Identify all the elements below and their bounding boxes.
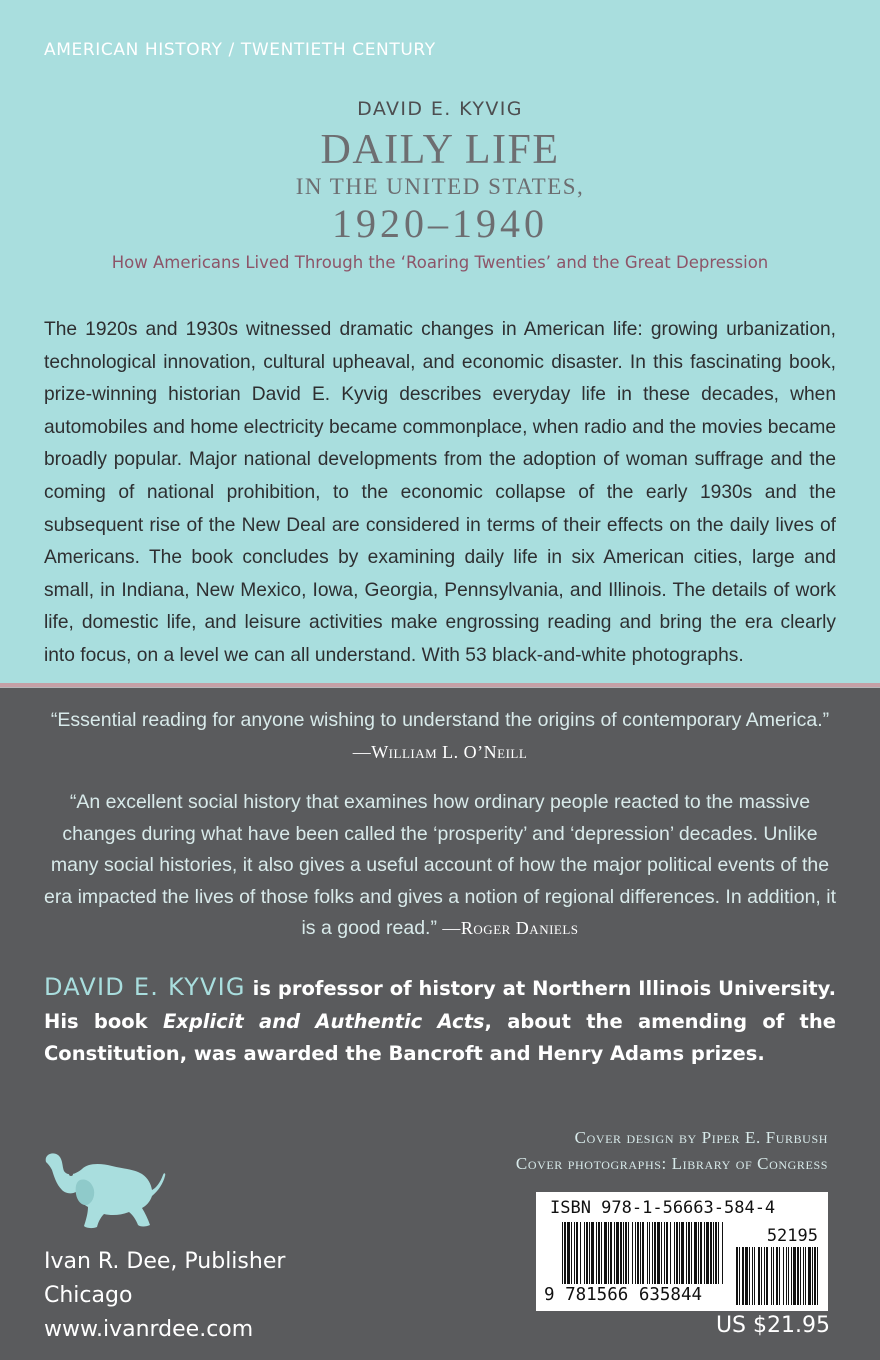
review-quote-text: “Essential reading for anyone wishing to understand the origins of contemporary America.” (50, 709, 830, 731)
author-bio (44, 971, 836, 1071)
subtitle: How Americans Lived Through the ‘Roaring Twenties’ and the Great Depression (111, 253, 769, 272)
cover-photo-credit: Cover photographs: Library of Congress (515, 1154, 828, 1173)
price-label: US $21.95 (715, 1313, 830, 1338)
category-label: AMERICAN HISTORY / TWENTIETH CENTURY (44, 40, 436, 60)
author-name: DAVID E. KYVIG (357, 98, 523, 120)
book-description: The 1920s and 1930s witnessed dramatic changes in American life: growing urbanization, technological innovation, cultural upheaval, and economic disaster. In this fascinating book, prize-winning historian David E. Kyvig describes everyday life in these decades, when automobiles and home electricity became commonplace, when radio and the movies became broadly popular. Major national developments from the adoption of woman suffrage and the coming of national prohibition, to the economic collapse of the early 1930s and the subsequent rise of the New Deal are considered in terms of their effects on the daily lives of Americans. The book concludes by examining daily life in six American cities, large and small, in Indiana, New Mexico, Iowa, Georgia, Pennsylvania, and Illinois. The details of work life, domestic life, and leisure activities make engrossing reading and bring the era clearly into focus, on a level we can all understand. With 53 black-and-white photographs. (44, 319, 836, 666)
isbn-label: ISBN 978-1-56663-584-4 (550, 1198, 776, 1218)
barcode-digits: 9 781566 635844 (544, 1285, 703, 1305)
publisher-name: Ivan R. Dee, Publisher (44, 1249, 286, 1274)
publisher-info (44, 1245, 285, 1347)
bio-author-name: DAVID E. KYVIG (44, 973, 246, 1001)
review-quote-2 (40, 787, 840, 945)
price-code: 52195 (766, 1226, 818, 1246)
review-quote-text: “An excellent social history that examines how ordinary people reacted to the massive changes during what have been called the ‘prosperity’ and ‘depression’ decades. Unlike many social histories, it also gives a useful account of how the major political events of the era impacted the lives of those folks and gives a notion of regional differences. In addition, it is a good read.” (43, 791, 837, 939)
bio-text-1: is professor of history at Northern Illinois University. His book (44, 977, 837, 1033)
review-quote-attribution: —William L. O’Neill (352, 741, 528, 762)
review-quote-1 (40, 705, 840, 768)
publisher-city: Chicago (44, 1283, 133, 1308)
cover-credits (516, 1125, 828, 1177)
title-secondary: IN THE UNITED STATES, (295, 174, 585, 199)
isbn-barcode (536, 1192, 828, 1311)
elephant-logo-icon (42, 1150, 168, 1230)
publisher-website[interactable]: www.ivanrdee.com (44, 1317, 254, 1342)
title-main: DAILY LIFE (320, 127, 560, 173)
review-quote-attribution: —Roger Daniels (442, 918, 579, 938)
cover-design-credit: Cover design by Piper E. Furbush (574, 1128, 828, 1147)
bio-book-title: Explicit and Authentic Acts (162, 1009, 485, 1033)
bio-text-2: , about the amending of the Constitution, was awarded the Bancroft and Henry Adams prizes. (44, 1009, 836, 1065)
title-years: 1920–1940 (332, 201, 548, 246)
